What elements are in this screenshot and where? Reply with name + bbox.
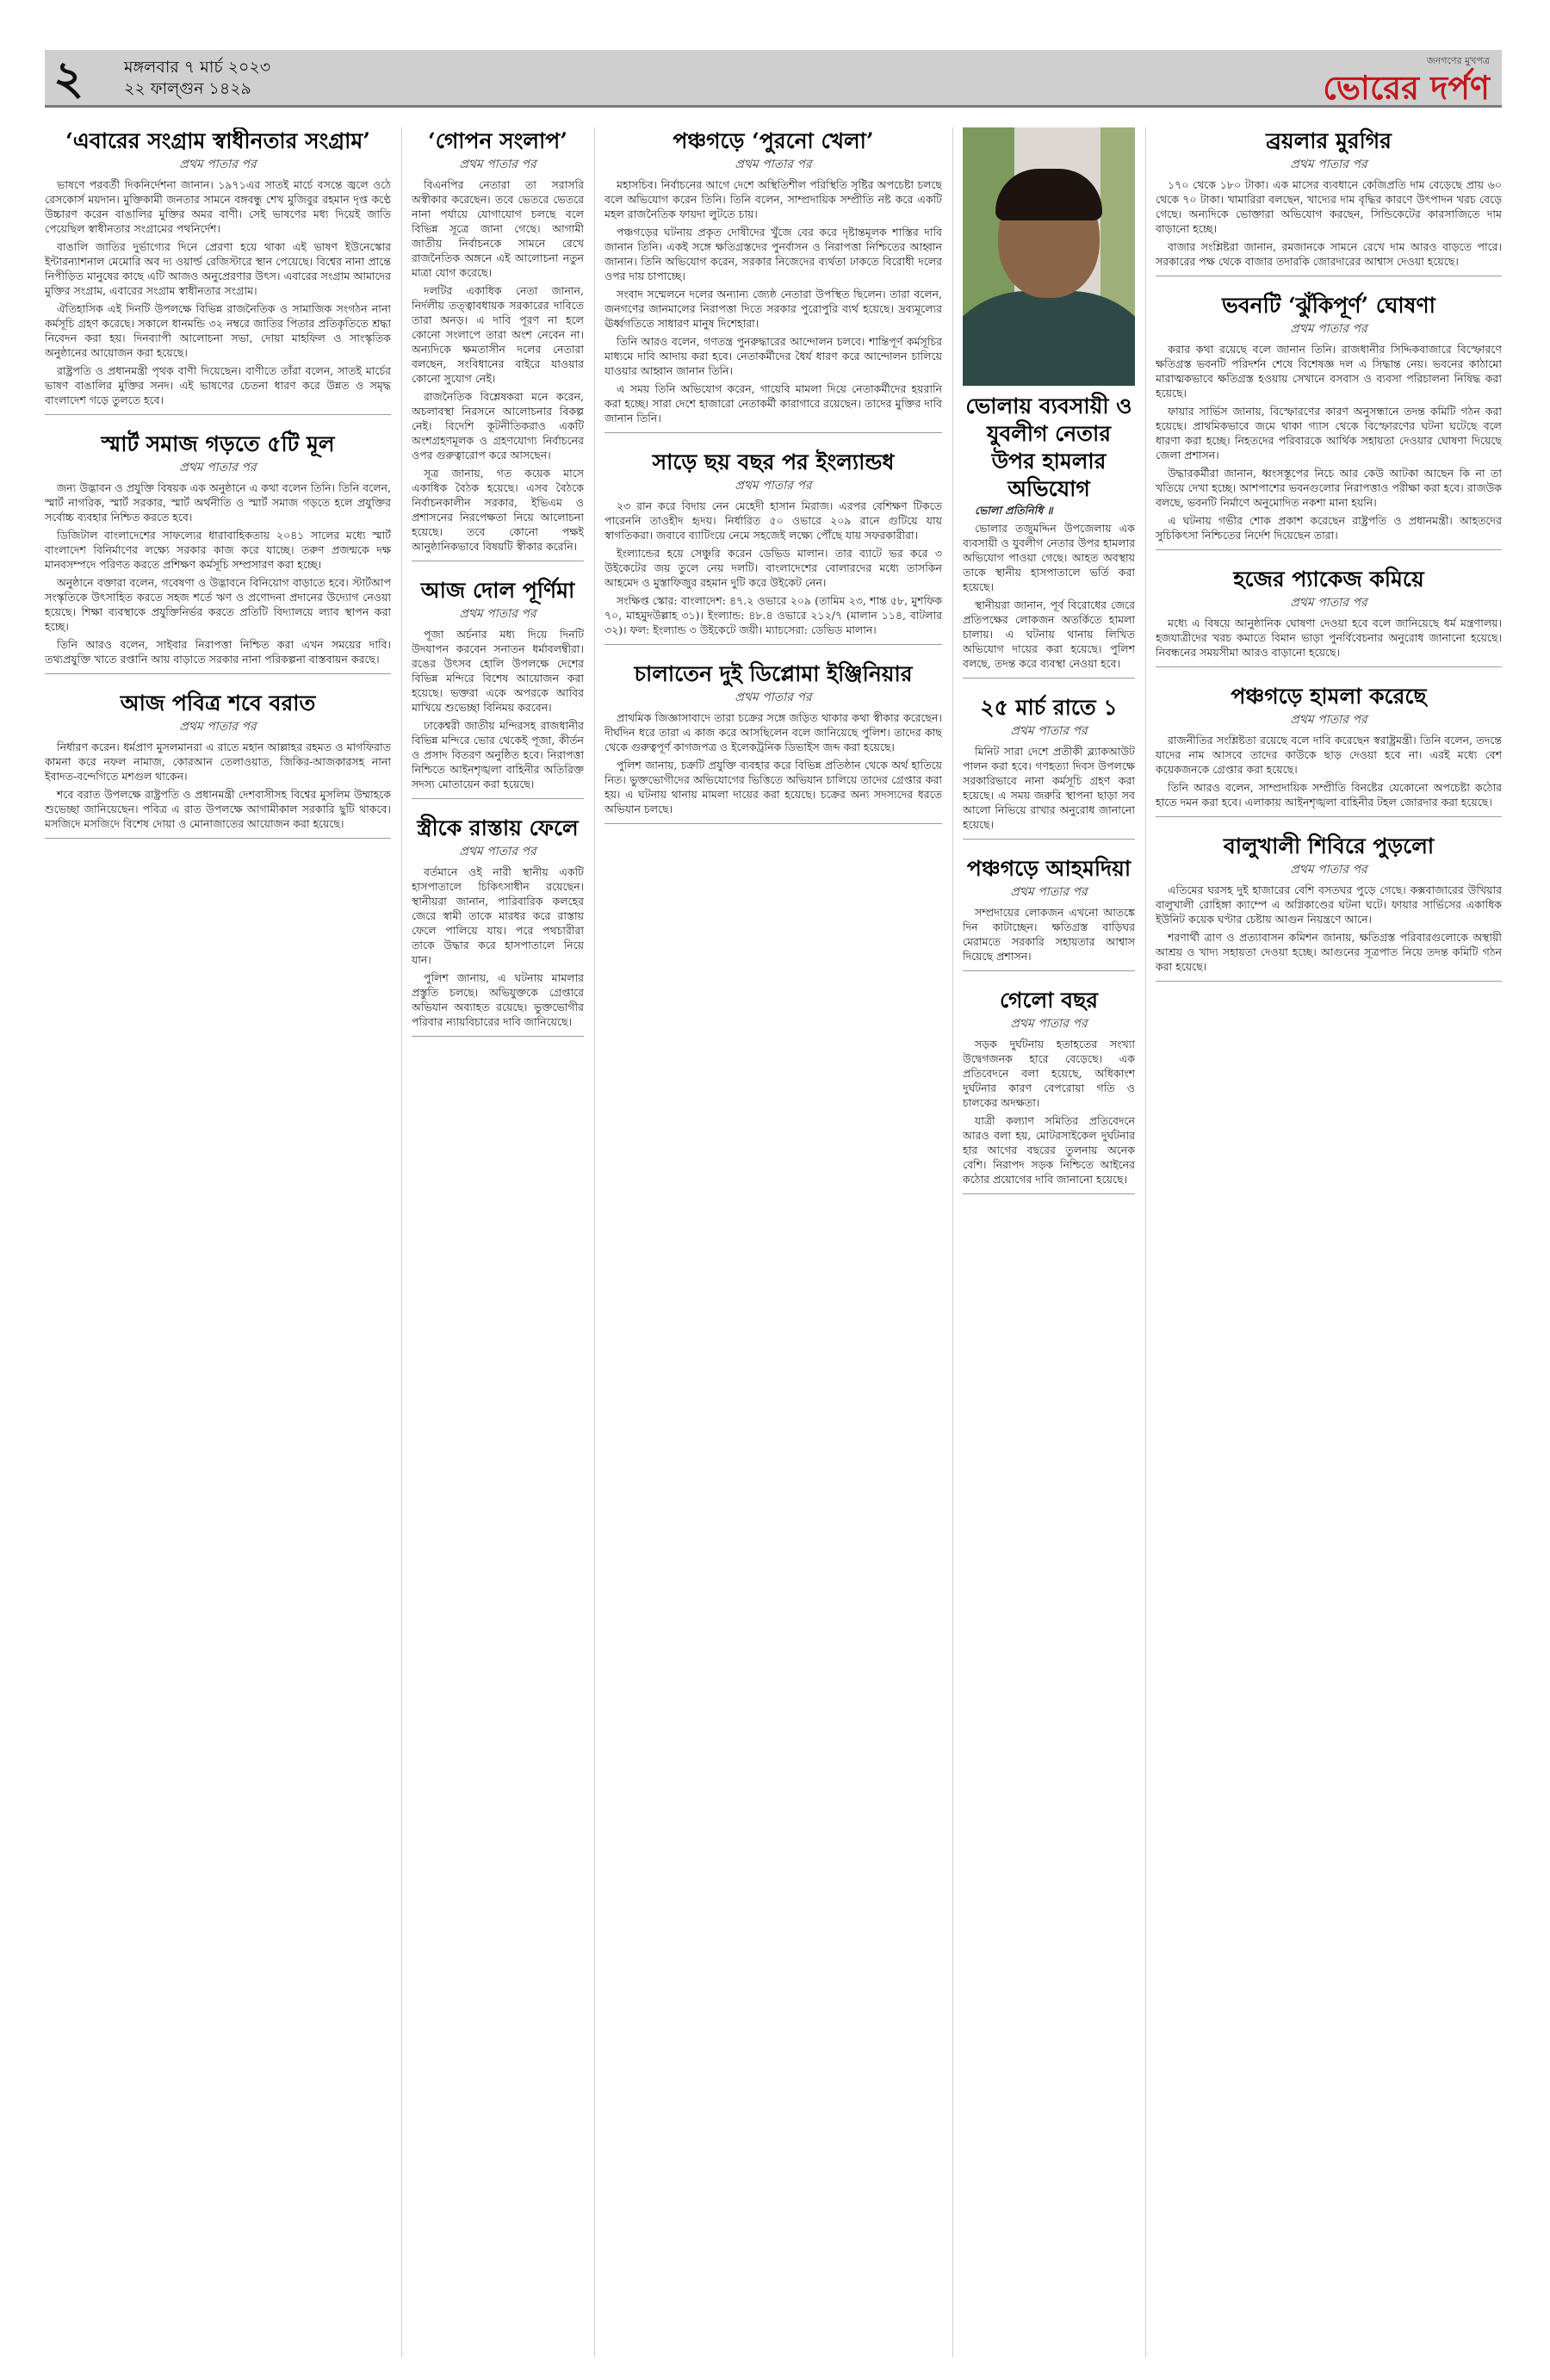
article [1156,566,1502,667]
article-paragraph: করার কথা রয়েছে বলে জানান তিনি। রাজধানীর সিদ্দিকবাজারে বিস্ফোরণে ক্ষতিগ্রস্ত ভবনটি পরিদর্শন শেষে বিশেষজ্ঞ দল এ সিদ্ধান্ত নেয়। ভবনের কাঠামো মারাত্মকভাবে ক্ষতিগ্রস্ত হওয়ায় সেখানে বসবাস ও ব্যবসা পরিচালনা নিষিদ্ধ করা হয়েছে। [1156,343,1502,400]
article-headline: পঞ্চগড়ে আহমদিয়া [966,856,1132,881]
article-paragraph: সূত্র জানায়, গত কয়েক মাসে একাধিক বৈঠক হয়েছে। এসব বৈঠকে নির্বাচনকালীন সরকার, ইভিএম ও প্রশাসনের নিরপেক্ষতা নিয়ে আলোচনা হয়েছে। তবে কোনো পক্ষই আনুষ্ঠানিকভাবে বিষয়টি স্বীকার করেনি। [412,467,584,553]
article [45,431,391,674]
article-body [1156,883,1502,974]
article-paragraph: এ ঘটনায় গভীর শোক প্রকাশ করেছেন রাষ্ট্রপতি ও প্রধানমন্ত্রী। আহতদের সুচিকিৎসা নিশ্চিতের নির্দেশ দিয়েছেন তারা। [1156,514,1502,542]
article-body [1156,616,1502,660]
photo-person-shirt [963,291,1135,386]
article-continuation-label: প্রথম পাতার পর [1290,863,1367,877]
article-continuation-label: প্রথম পাতার পর [459,845,536,858]
article [45,127,391,415]
issue-date [124,57,270,100]
article-separator [604,823,942,824]
article-paragraph: পুলিশ জানায়, চক্রটি প্রযুক্তি ব্যবহার করে বিভিন্ন প্রতিষ্ঠান থেকে অর্থ হাতিয়ে নিত। ভুক্তভোগীদের অভিযোগের ভিত্তিতে অভিযান চালিয়ে তাদের গ্রেপ্তার করা হয়। এ ঘটনায় থানায় মামলা দায়ের করা হয়েছে। চক্রের অন্য সদস্যদের ধরতে অভিযান চলছে। [604,759,942,815]
article-continuation-label: প্রথম পাতার পর [1290,322,1367,336]
article [604,660,942,824]
article-paragraph: মধ্যে এ বিষয়ে আনুষ্ঠানিক ঘোষণা দেওয়া হবে বলে জানিয়েছে ধর্ম মন্ত্রণালয়। হজযাত্রীদের খরচ কমাতে বিমান ভাড়া পুনর্বিবেচনার অনুরোধ জানানো হয়েছে। নিবন্ধনের সময়সীমা আরও বাড়ানো হয়েছে। [1156,617,1502,659]
article-headline: চালাতেন দুই ডিপ্লোমা ইঞ্জিনিয়ার [634,661,913,686]
page-number: ২ [53,50,84,105]
article-paragraph: নির্ধারণ করেন। ধর্মপ্রাণ মুসলমানরা এ রাতে মহান আল্লাহর রহমত ও মাগফিরাত কামনা করে নফল নামাজ, কোরআন তেলাওয়াত, জিকির-আজকারসহ নানা ইবাদত-বন্দেগিতে মশগুল থাকেন। [45,741,391,783]
article-separator [963,970,1135,971]
newspaper-logo [1323,53,1490,106]
column-5 [1156,127,1502,2358]
article-paragraph: সংবাদ সম্মেলনে দলের অন্যান্য জ্যেষ্ঠ নেতারা উপস্থিত ছিলেন। তারা বলেন, জনগণের জানমালের নিরাপত্তা দিতে সরকার পুরোপুরি ব্যর্থ হয়েছে। দ্রব্যমূল্যের ঊর্ধ্বগতিতে সাধারণ মানুষ দিশেহারা। [604,288,942,330]
article-headline: হজের প্যাকেজ কমিয়ে [1233,567,1424,592]
article-paragraph: উদ্ধারকর্মীরা জানান, ধ্বংসস্তূপের নিচে আর কেউ আটকা আছেন কি না তা খতিয়ে দেখা হচ্ছে। আশপাশের ভবনগুলোর নিরাপত্তাও পরীক্ষা করা হবে। রাজউক বলছে, ভবনটি নির্মাণে অনুমোদিত নকশা মানা হয়নি। [1156,467,1502,509]
article-separator [1156,666,1502,667]
article [963,987,1135,1194]
article-paragraph: ভাষণে পরবর্তী দিকনির্দেশনা জানান। ১৯৭১এর সাতই মার্চে বসন্তে জ্বলে ওঠে রেসকোর্স ময়দান। মুক্তিকামী জনতার সামনে বঙ্গবন্ধু শেখ মুজিবুর রহমান দৃপ্ত কণ্ঠে উচ্চারণ করেন বাঙালির মুক্তির অমর বাণী। সেই ভাষণের মধ্য দিয়েই জাতি পেয়েছিল স্বাধীনতার সংগ্রামের পথনির্দেশ। [45,178,391,235]
article [1156,683,1502,817]
issue-date-bengali: ২২ ফাল্গুন ১৪২৯ [124,79,251,98]
article-continuation-label: প্রথম পাতার পর [459,607,536,621]
article-paragraph: মিনিট সারা দেশে প্রতীকী ব্ল্যাকআউট পালন করা হবে। গণহত্যা দিবস উপলক্ষে সরকারিভাবে নানা কর্মসূচি গ্রহণ করা হয়েছে। এ সময় জরুরি স্থাপনা ছাড়া সব আলো নিভিয়ে রাখার অনুরোধ জানানো হয়েছে। [963,745,1135,831]
article [604,127,942,433]
article-paragraph: ঐতিহাসিক এই দিনটি উপলক্ষে বিভিন্ন রাজনৈতিক ও সামাজিক সংগঠন নানা কর্মসূচি গ্রহণ করেছে। সকালে ধানমন্ডি ৩২ নম্বরে জাতির পিতার প্রতিকৃতিতে শ্রদ্ধা নিবেদন করা হয়। দিনব্যাপী আলোচনা সভা, দোয়া মাহফিল ও সাংস্কৃতিক অনুষ্ঠানের আয়োজন করা হয়েছে। [45,302,391,359]
article-body [45,177,391,407]
article-body [412,627,584,791]
article [412,815,584,1037]
article [45,690,391,839]
article-separator [45,414,391,415]
article-paragraph: পুলিশ জানায়, এ ঘটনায় মামলার প্রস্তুতি চলছে। অভিযুক্তকে গ্রেপ্তারে অভিযান অব্যাহত রয়েছে। ভুক্তভোগীর পরিবার ন্যায়বিচারের দাবি জানিয়েছে। [412,971,584,1028]
article-paragraph: ডিজিটাল বাংলাদেশের সাফল্যের ধারাবাহিকতায় ২০৪১ সালের মধ্যে স্মার্ট বাংলাদেশ বিনির্মাণের লক্ষ্যে সরকার কাজ করে যাচ্ছে। তরুণ প্রজন্মকে দক্ষ মানবসম্পদে পরিণত করতে প্রশিক্ষণ কর্মসূচি সম্প্রসারণ করা হচ্ছে। [45,529,391,571]
article-paragraph: বাঙালি জাতির দুর্ভাগ্যের দিনে প্রেরণা হয়ে থাকা এই ভাষণ ইউনেস্কোর ইন্টারন্যাশনাল মেমোরি অব দ্য ওয়ার্ল্ড রেজিস্টারে স্থান পেয়েছে। বিশ্বের নানা প্রান্তে নিপীড়িত মানুষের কাছে এটি আজও অনুপ্রেরণার উৎস। এবারের সংগ্রাম আমাদের মুক্তির সংগ্রাম, এবারের সংগ্রাম স্বাধীনতার সংগ্রাম। [45,240,391,297]
article-headline: ২৫ মার্চ রাতে ১ [980,695,1118,720]
column-2 [412,127,584,2358]
article-paragraph: তিনি আরও বলেন, সাইবার নিরাপত্তা নিশ্চিত করা এখন সময়ের দাবি। তথ্যপ্রযুক্তি খাতে রপ্তানি আয় বাড়াতে সরকার নানা পরিকল্পনা বাস্তবায়ন করছে। [45,638,391,666]
article-continuation-label: প্রথম পাতার পর [735,158,812,171]
article-paragraph: পূজা অর্চনার মধ্য দিয়ে দিনটি উদযাপন করবেন সনাতন ধর্মাবলম্বীরা। রঙের উৎসব হোলি উপলক্ষে দেশের বিভিন্ন মন্দিরে বিশেষ আয়োজন করা হয়েছে। ভক্তরা একে অপরকে আবির মাখিয়ে শুভেচ্ছা বিনিময় করবেন। [412,628,584,714]
article-paragraph: বিএনপির নেতারা তা সরাসরি অস্বীকার করেছেন। তবে ভেতরে ভেতরে নানা পর্যায়ে যোগাযোগ চলছে বলে বিভিন্ন সূত্রে জানা গেছে। আগামী জাতীয় নির্বাচনকে সামনে রেখে রাজনৈতিক অঙ্গনে এই আলোচনা নতুন মাত্রা যোগ করেছে। [412,178,584,279]
article-continuation-label: প্রথম পাতার পর [735,479,812,493]
article-continuation-label: প্রথম পাতার পর [1290,713,1367,727]
article-paragraph: এতিমের ঘরসহ দুই হাজারের বেশি বসতঘর পুড়ে গেছে। কক্সবাজারের উখিয়ার বালুখালী রোহিঙ্গা ক্যাম্পে এ অগ্নিকাণ্ডের ঘটনা ঘটে। ফায়ার সার্ভিসের একাধিক ইউনিট কয়েক ঘণ্টার চেষ্টায় আগুন নিয়ন্ত্রণে আনে। [1156,883,1502,926]
reporter-photo [963,127,1135,386]
article-separator [604,432,942,433]
article-headline: ‘গোপন সংলাপ’ [428,128,567,153]
article-separator [412,1036,584,1037]
article-paragraph: দলটির একাধিক নেতা জানান, নির্দলীয় তত্ত্বাবধায়ক সরকারের দাবিতে তারা অনড়। এ দাবি পূরণ না হলে কোনো সংলাপে তারা অংশ নেবেন না। অন্যদিকে ক্ষমতাসীন দলের নেতারা বলছেন, সংবিধানের বাইরে যাওয়ার কোনো সুযোগ নেই। [412,284,584,385]
article-paragraph: তিনি আরও বলেন, গণতন্ত্র পুনরুদ্ধারের আন্দোলন চলবে। শান্তিপূর্ণ কর্মসূচির মাধ্যমে দাবি আদায় করা হবে। নেতাকর্মীদের ধৈর্য ধারণ করে আন্দোলন চালিয়ে যাওয়ার আহ্বান জানান তিনি। [604,335,942,377]
article-paragraph: শরণার্থী ত্রাণ ও প্রত্যাবাসন কমিশন জানায়, ক্ষতিগ্রস্ত পরিবারগুলোকে অস্থায়ী আশ্রয় ও খাদ্য সহায়তা দেওয়া হচ্ছে। আগুনের সূত্রপাত নিয়ে তদন্ত কমিটি গঠন করা হয়েছে। [1156,931,1502,973]
article-continuation-label: প্রথম পাতার পর [1290,596,1367,610]
article-paragraph: বাজার সংশ্লিষ্টরা জানান, রমজানকে সামনে রেখে দাম আরও বাড়তে পারে। সরকারের পক্ষ থেকে বাজার তদারকি জোরদারের আশ্বাস দেওয়া হয়েছে। [1156,240,1502,268]
article-headline: স্মার্ট সমাজ গড়তে ৫টি মূল [101,431,335,456]
article-body [963,905,1135,964]
article-body [45,740,391,831]
article-paragraph: সড়ক দুর্ঘটনায় হতাহতের সংখ্যা উদ্বেগজনক হারে বেড়েছে। এক প্রতিবেদনে বলা হয়েছে, অধিকাংশ দুর্ঘটনার কারণ বেপরোয়া গতি ও চালকের অদক্ষতা। [963,1038,1135,1109]
article-byline: ভোলা প্রতিনিধি ॥ [975,504,1053,517]
article-continuation-label: প্রথম পাতার পর [459,158,536,171]
article-paragraph: যাত্রী কল্যাণ সমিতির প্রতিবেদনে আরও বলা হয়, মোটরসাইকেল দুর্ঘটনার হার আগের বছরের তুলনায় অনেক বেশি। নিরাপদ সড়ক নিশ্চিতে আইনের কঠোর প্রয়োগের দাবি জানানো হয়েছে। [963,1114,1135,1186]
article-headline: গেলো বছর [1000,988,1098,1013]
article-continuation-label: প্রথম পাতার পর [179,461,257,474]
article-headline: আজ পবিত্র শবে বরাত [120,691,316,716]
article-paragraph: শবে বরাত উপলক্ষে রাষ্ট্রপতি ও প্রধানমন্ত্রী দেশবাসীসহ বিশ্বের মুসলিম উম্মাহকে শুভেচ্ছা জানিয়েছেন। পবিত্র এ রাত উপলক্ষে আগামীকাল সরকারি ছুটি থাকবে। মসজিদে মসজিদে বিশেষ দোয়া ও মোনাজাতের আয়োজন করা হয়েছে। [45,788,391,830]
article-body [1156,733,1502,809]
article [963,694,1135,840]
article-body [604,710,942,816]
article-body [604,499,942,637]
article-paragraph: রাজনৈতিক বিশ্লেষকরা মনে করেন, অচলাবস্থা নিরসনে আলোচনার বিকল্প নেই। বিদেশি কূটনীতিকরাও একটি অংশগ্রহণমূলক ও গ্রহণযোগ্য নির্বাচনের ওপর গুরুত্বারোপ করে আসছেন। [412,390,584,462]
article-paragraph: ভোলার তজুমদ্দিন উপজেলায় এক ব্যবসায়ী ও যুবলীগ নেতার উপর হামলার অভিযোগ পাওয়া গেছে। আহত অবস্থায় তাকে স্থানীয় হাসপাতালে ভর্তি করা হয়েছে। [963,522,1135,593]
article-paragraph: বর্তমানে ওই নারী স্থানীয় একটি হাসপাতালে চিকিৎসাধীন রয়েছেন। স্থানীয়রা জানান, পারিবারিক কলহের জেরে স্বামী তাকে মারধর করে রাস্তায় ফেলে পালিয়ে যায়। পরে পথচারীরা তাকে উদ্ধার করে হাসপাতালে নিয়ে যান। [412,865,584,966]
article [1156,292,1502,550]
article-paragraph: সম্প্রদায়ের লোকজন এখনো আতঙ্কে দিন কাটাচ্ছেন। ক্ষতিগ্রস্ত বাড়িঘর মেরামতে সরকারি সহায়তার আশ্বাস দিয়েছে প্রশাসন। [963,906,1135,963]
article-paragraph: ঢাকেশ্বরী জাতীয় মন্দিরসহ রাজধানীর বিভিন্ন মন্দিরে ভোর থেকেই পূজা, কীর্তন ও প্রসাদ বিতরণ অনুষ্ঠিত হবে। নিরাপত্তা নিশ্চিতে আইনশৃঙ্খলা বাহিনীর অতিরিক্ত সদস্য মোতায়েন করা হয়েছে। [412,719,584,790]
article-continuation-label: প্রথম পাতার পর [1290,158,1367,171]
article-headline: পঞ্চগড়ে ‘পুরনো খেলা’ [673,128,874,153]
brand-name: ভোরের দর্পণ [1323,69,1490,107]
article-separator [412,798,584,799]
article-body [604,177,942,425]
brand-tagline: জনগণের মুখপত্র [1426,55,1490,66]
article-body [412,865,584,1029]
article-separator [963,839,1135,840]
article-headline: আজ দোল পূর্ণিমা [420,578,575,603]
article-paragraph: এ সময় তিনি অভিযোগ করেন, গায়েবি মামলা দিয়ে নেতাকর্মীদের হয়রানি করা হচ্ছে। সারা দেশে হাজারো নেতাকর্মী কারাগারে রয়েছেন। তাদের মুক্তির দাবি জানান তিনি। [604,382,942,425]
article-headline: স্ত্রীকে রাস্তায় ফেলে [417,815,579,840]
article-headline: ব্রয়লার মুরগির [1266,128,1392,153]
article-separator [45,838,391,839]
article [604,449,942,645]
article-paragraph: প্রাথমিক জিজ্ঞাসাবাদে তারা চক্রের সঙ্গে জড়িত থাকার কথা স্বীকার করেছেন। দীর্ঘদিন ধরে তারা এ কাজ করে আসছিলেন বলে জানিয়েছে পুলিশ। তাদের কাছ থেকে গুরুত্বপূর্ণ কাগজপত্র ও ইলেকট্রনিক ডিভাইস জব্দ করা হয়েছে। [604,711,942,753]
article-body [45,480,391,666]
article-paragraph: ইংল্যান্ডের হয়ে সেঞ্চুরি করেন ডেভিড মালান। তার ব্যাটে ভর করে ৩ উইকেটের জয় তুলে নেয় দলটি। বাংলাদেশের বোলারদের মধ্যে তাসকিন আহমেদ ও মুস্তাফিজুর রহমান দুটি করে উইকেট নেন। [604,547,942,589]
article-headline: ভোলায় ব্যবসায়ী ও যুবলীগ নেতার উপর হামলার অভিযোগ [965,394,1132,501]
article-continuation-label: প্রথম পাতার পর [1010,1017,1088,1031]
column-1 [45,127,391,2358]
article-body [963,503,1135,671]
article-paragraph: স্থানীয়রা জানান, পূর্ব বিরোধের জেরে প্রতিপক্ষের লোকজন অতর্কিতে হামলা চালায়। এ ঘটনায় থানায় লিখিত অভিযোগ দায়ের করা হয়েছে। পুলিশ বলছে, তদন্ত করে ব্যবস্থা নেওয়া হবে। [963,598,1135,670]
article-paragraph: ২৩ রান করে বিদায় নেন মেহেদী হাসান মিরাজ। এরপর বেশিক্ষণ টিকতে পারেননি তাওহীদ হৃদয়। নির্ধারিত ৫০ ওভারে ২০৯ রানে গুটিয়ে যায় স্বাগতিকরা। জবাবে ব্যাটিংয়ে নেমে সহজেই লক্ষ্যে পৌঁছে যায় সফরকারীরা। [604,499,942,542]
article-continuation-label: প্রথম পাতার পর [1010,885,1088,899]
article-headline: সাড়ে ছয় বছর পর ইংল্যান্ডধ [652,449,895,474]
article-paragraph: জন্য উদ্ভাবন ও প্রযুক্তি বিষয়ক এক অনুষ্ঠানে এ কথা বলেন তিনি। তিনি বলেন, স্মার্ট নাগরিক, স্মার্ট সরকার, স্মার্ট অর্থনীতি ও স্মার্ট সমাজ গড়তে হলে প্রযুক্তির সর্বোচ্চ ব্যবহার নিশ্চিত করতে হবে। [45,481,391,524]
article-paragraph: রাষ্ট্রপতি ও প্রধানমন্ত্রী পৃথক বাণী দিয়েছেন। বাণীতে তাঁরা বলেন, সাতই মার্চের ভাষণ বাঙালির মুক্তির সনদ। এই ভাষণের চেতনা ধারণ করে উন্নত ও সমৃদ্ধ বাংলাদেশ গড়ে তুলতে হবে। [45,364,391,406]
article-separator [1156,549,1502,550]
article-continuation-label: প্রথম পাতার পর [735,691,812,704]
article-body [963,1037,1135,1187]
article-separator [963,1193,1135,1194]
column-divider [1145,127,1146,2358]
article-continuation-label: প্রথম পাতার পর [179,158,257,171]
article [1156,833,1502,982]
article-separator [604,644,942,645]
article-paragraph: অনুষ্ঠানে বক্তারা বলেন, গবেষণা ও উদ্ভাবনে বিনিয়োগ বাড়াতে হবে। স্টার্টআপ সংস্কৃতিকে উৎসাহিত করতে সহজ শর্তে ঋণ ও প্রণোদনা প্রদানের উদ্যোগ নেওয়া হয়েছে। শিক্ষা ব্যবস্থাকে প্রযুক্তিনির্ভর করতে প্রতিটি বিদ্যালয়ে ল্যাব স্থাপন করা হচ্ছে। [45,576,391,633]
article-paragraph: রাজনীতির সংশ্লিষ্টতা রয়েছে বলে দাবি করেছেন স্বরাষ্ট্রমন্ত্রী। তিনি বলেন, তদন্তে যাদের নাম আসবে তাদের কাউকে ছাড় দেওয়া হবে না। এরই মধ্যে বেশ কয়েকজনকে গ্রেপ্তার করা হয়েছে। [1156,734,1502,776]
article [963,855,1135,971]
article-continuation-label: প্রথম পাতার পর [1010,724,1088,738]
issue-date-gregorian: মঙ্গলবার ৭ মার্চ ২০২৩ [124,58,271,77]
article [412,577,584,799]
column-divider [594,127,595,2358]
article-headline: বালুখালী শিবিরে পুড়লো [1223,834,1435,858]
article-paragraph: ফায়ার সার্ভিস জানায়, বিস্ফোরণের কারণ অনুসন্ধানে তদন্ত কমিটি গঠন করা হয়েছে। প্রাথমিকভাবে জমে থাকা গ্যাস থেকে বিস্ফোরণের ঘটনা ঘটেছে বলে ধারণা করা হচ্ছে। নিহতদের পরিবারকে আর্থিক সহায়তা দেওয়ার ঘোষণা দিয়েছে জেলা প্রশাসন। [1156,405,1502,462]
column-3 [604,127,942,2358]
article [963,393,1135,679]
masthead [45,50,1502,108]
column-divider [952,127,953,2358]
article-separator [963,678,1135,679]
article-headline: পঞ্চগড়ে হামলা করেছে [1231,684,1427,709]
article-continuation-label: প্রথম পাতার পর [179,720,257,734]
article-headline: ভবনটি ‘ঝুঁকিপূর্ণ’ ঘোষণা [1222,293,1435,318]
article [1156,127,1502,276]
column-divider [401,127,402,2358]
article-paragraph: ১৭০ থেকে ১৮০ টাকা। এক মাসের ব্যবধানে কেজিপ্রতি দাম বেড়েছে প্রায় ৬০ থেকে ৭০ টাকা। খামারিরা বলছেন, খাদ্যের দাম বৃদ্ধির কারণে উৎপাদন খরচ বেড়ে গেছে। অন্যদিকে ভোক্তারা অভিযোগ করছেন, সিন্ডিকেটের কারসাজিতে দাম বাড়ানো হচ্ছে। [1156,178,1502,235]
article-body [412,177,584,554]
article-separator [1156,816,1502,817]
article-body [963,744,1135,832]
article-paragraph: তিনি আরও বলেন, সাম্প্রদায়িক সম্প্রীতি বিনষ্টের যেকোনো অপচেষ্টা কঠোর হাতে দমন করা হবে। এলাকায় আইনশৃঙ্খলা বাহিনীর টহল জোরদার করা হয়েছে। [1156,781,1502,809]
article-paragraph: পঞ্চগড়ের ঘটনায় প্রকৃত দোষীদের খুঁজে বের করে দৃষ্টান্তমূলক শাস্তির দাবি জানান তিনি। একই সঙ্গে ক্ষতিগ্রস্তদের পুনর্বাসন ও নিরাপত্তা নিশ্চিতের আহ্বান জানান। তিনি অভিযোগ করেন, সরকার নিজেদের ব্যর্থতা ঢাকতে বিরোধী দলের ওপর দায় চাপাচ্ছে। [604,226,942,282]
article [412,127,584,561]
article-separator [45,673,391,674]
column-4 [963,127,1135,2358]
article-paragraph: সংক্ষিপ্ত স্কোর: বাংলাদেশ: ৪৭.২ ওভারে ২০৯ (তামিম ২৩, শান্ত ৫৮, মুশফিক ৭০, মাহমুদউল্লাহ ৩১)। ইংল্যান্ড: ৪৮.৪ ওভারে ২১২/৭ (মালান ১১৪, বাটলার ৩২)। ফল: ইংল্যান্ড ৩ উইকেটে জয়ী। ম্যাচসেরা: ডেভিড মালান। [604,594,942,636]
article-body [1156,177,1502,269]
article-paragraph: মহাসচিব। নির্বাচনের আগে দেশে অস্থিতিশীল পরিস্থিতি সৃষ্টির অপচেষ্টা চলছে বলে অভিযোগ করেন তিনি। তিনি বলেন, সাম্প্রদায়িক সম্প্রীতি নষ্ট করে একটি মহল রাজনৈতিক ফায়দা লুটতে চায়। [604,178,942,220]
article-separator [1156,981,1502,982]
article-body [1156,342,1502,542]
article-headline: ‘এবারের সংগ্রাম স্বাধীনতার সংগ্রাম’ [65,128,370,153]
